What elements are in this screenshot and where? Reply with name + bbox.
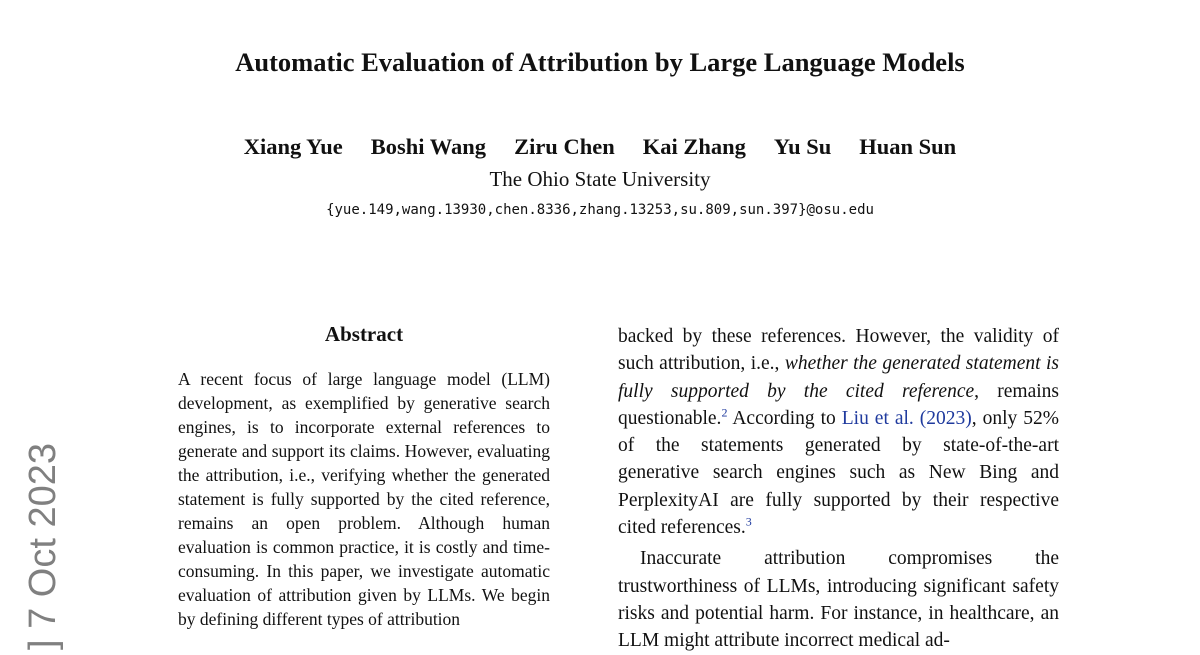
footnote-marker[interactable]: 3: [745, 514, 752, 529]
intro-text: According to: [727, 407, 842, 429]
author-name: Huan Sun: [859, 134, 957, 159]
author-name: Boshi Wang: [370, 134, 487, 159]
intro-text: , only 52% of the statements generated by state-of-the-art generative search engines such as New Bing and PerplexityAI are fully supported by their respective cited references.: [618, 407, 1059, 539]
abstract-heading: Abstract: [324, 322, 404, 346]
affiliation: The Ohio State University: [489, 167, 711, 191]
intro-paragraph: [618, 323, 1059, 541]
author-name: Kai Zhang: [642, 134, 746, 159]
intro-paragraph: Inaccurate attribution compromises the trustworthiness of LLMs, introducing significant safety risks and potential harm. For instance, in healthcare, an LLM might attribute incorrect medical ad-: [618, 548, 1059, 652]
author-name: Ziru Chen: [514, 134, 615, 159]
paper-title: Automatic Evaluation of Attribution by Large Language Models: [235, 47, 965, 77]
author-list: [0, 134, 1200, 160]
abstract-text: A recent focus of large language model (LLM) development, as exemplified by generative search engines, is to incorporate external references to generate and support its claims. However, evaluating the attribution, i.e., verifying whether the generated statement is fully supported by the cited reference, remains an open problem. Although human evaluation is common practice, it is costly and time-consuming. In this paper, we investigate automatic evaluation of attribution given by LLMs. We begin by defining different types of attribution: [178, 369, 550, 629]
footnote-marker[interactable]: 2: [721, 405, 728, 420]
intro-text: , remains questionable.: [618, 380, 1059, 429]
author-emails: {yue.149,wang.13930,chen.8336,zhang.13253,su.809,sun.397}@osu.edu: [326, 202, 874, 218]
citation-link[interactable]: Liu et al.: [841, 407, 914, 429]
citation-year-link[interactable]: (2023): [919, 407, 972, 429]
intro-emphasis: whether the generated statement is fully supported by the cited reference: [618, 353, 1059, 402]
introduction-column: [618, 323, 1059, 655]
author-name: Xiang Yue: [243, 134, 343, 159]
intro-text: backed by these references. However, the validity of such attribution, i.e.,: [618, 326, 1059, 375]
author-name: Yu Su: [773, 134, 832, 159]
arxiv-stamp: ] 7 Oct 2023: [22, 442, 64, 650]
